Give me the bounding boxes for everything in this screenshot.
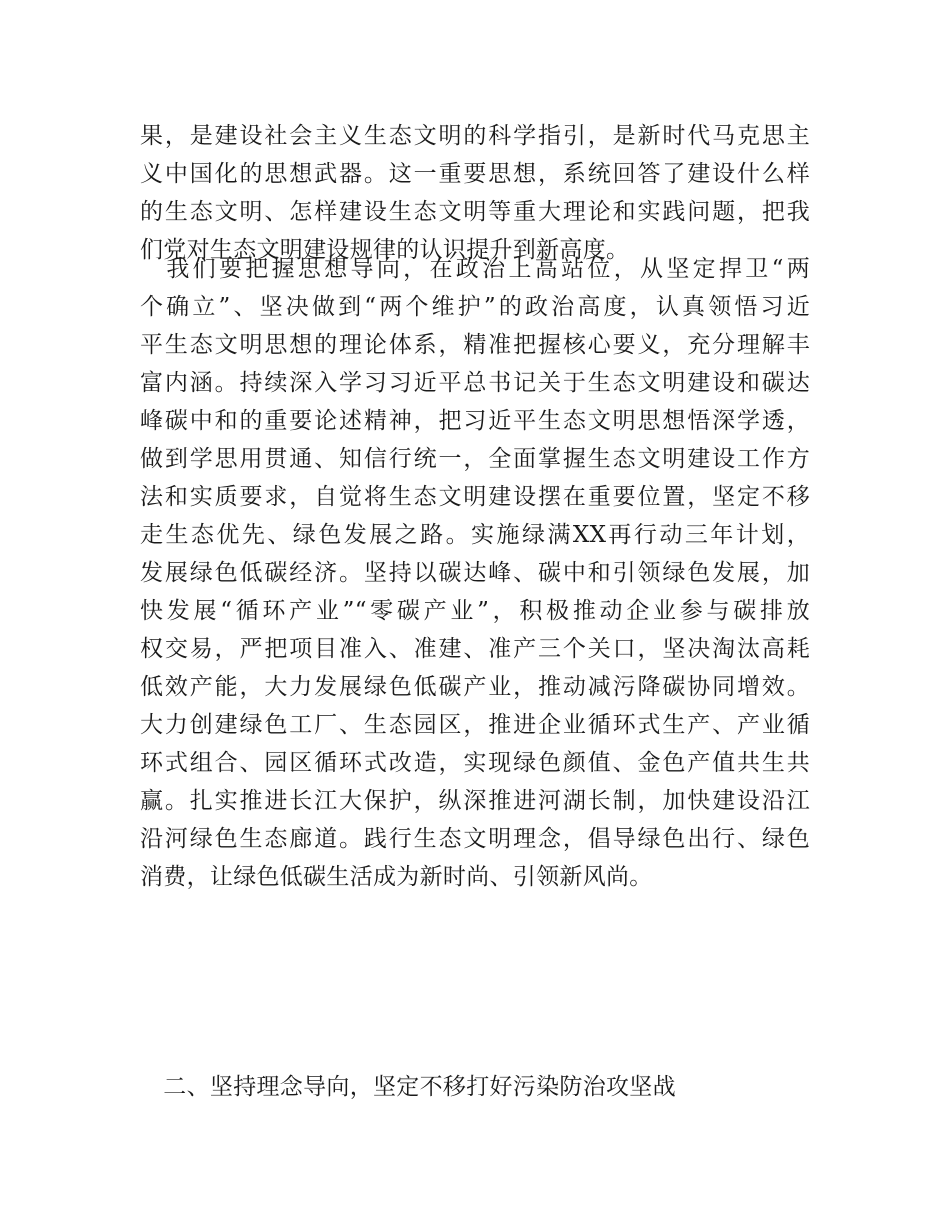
paragraph-line: 法和实质要求，自觉将生态文明建设摆在重要位置，坚定不移 <box>140 484 810 510</box>
paragraph-line: 我们要把握思想导向，在政治上高站位，从坚定捍卫“两 <box>140 256 810 282</box>
section-heading <box>140 1068 810 1106</box>
paragraph-line: 平生态文明思想的理论体系，精准把握核心要义，充分理解丰 <box>140 332 810 358</box>
paragraph-line: 们党对生态文明建设规律的认识提升到新高度。 <box>140 237 630 263</box>
paragraph-line: 权交易，严把项目准入、准建、准产三个关口，坚决淘汰高耗 <box>140 636 810 662</box>
paragraph-line: 发展绿色低碳经济。坚持以碳达峰、碳中和引领绿色发展，加 <box>140 560 810 586</box>
paragraph-line: 义中国化的思想武器。这一重要思想，系统回答了建设什么样 <box>140 161 810 187</box>
paragraph-line: 富内涵。持续深入学习习近平总书记关于生态文明建设和碳达 <box>140 370 810 396</box>
section-heading-text: 二、坚持理念导向，坚定不移打好污染防治攻坚战 <box>140 1074 676 1100</box>
paragraph-line: 个确立”、坚决做到“两个维护”的政治高度，认真领悟习近 <box>140 294 810 320</box>
paragraph-line: 快发展“循环产业”“零碳产业”，积极推动企业参与碳排放 <box>140 598 810 624</box>
paragraph-line: 果，是建设社会主义生态文明的科学指引，是新时代马克思主 <box>140 123 810 149</box>
paragraph-1 <box>140 117 810 269</box>
paragraph-line: 的生态文明、怎样建设生态文明等重大理论和实践问题，把我 <box>140 199 810 225</box>
paragraph-line: 走生态优先、绿色发展之路。实施绿满XX再行动三年计划， <box>140 522 810 548</box>
paragraph-line: 峰碳中和的重要论述精神，把习近平生态文明思想悟深学透， <box>140 408 810 434</box>
paragraph-line: 低效产能，大力发展绿色低碳产业，推动减污降碳协同增效。 <box>140 674 810 700</box>
paragraph-line: 沿河绿色生态廊道。践行生态文明理念，倡导绿色出行、绿色 <box>140 826 810 852</box>
paragraph-line: 环式组合、园区循环式改造，实现绿色颜值、金色产值共生共 <box>140 750 810 776</box>
paragraph-2 <box>140 250 810 896</box>
paragraph-line: 做到学思用贯通、知信行统一，全面掌握生态文明建设工作方 <box>140 446 810 472</box>
paragraph-line: 大力创建绿色工厂、生态园区，推进企业循环式生产、产业循 <box>140 712 810 738</box>
paragraph-line: 赢。扎实推进长江大保护，纵深推进河湖长制，加快建设沿江 <box>140 788 810 814</box>
paragraph-line: 消费，让绿色低碳生活成为新时尚、引领新风尚。 <box>140 864 653 890</box>
